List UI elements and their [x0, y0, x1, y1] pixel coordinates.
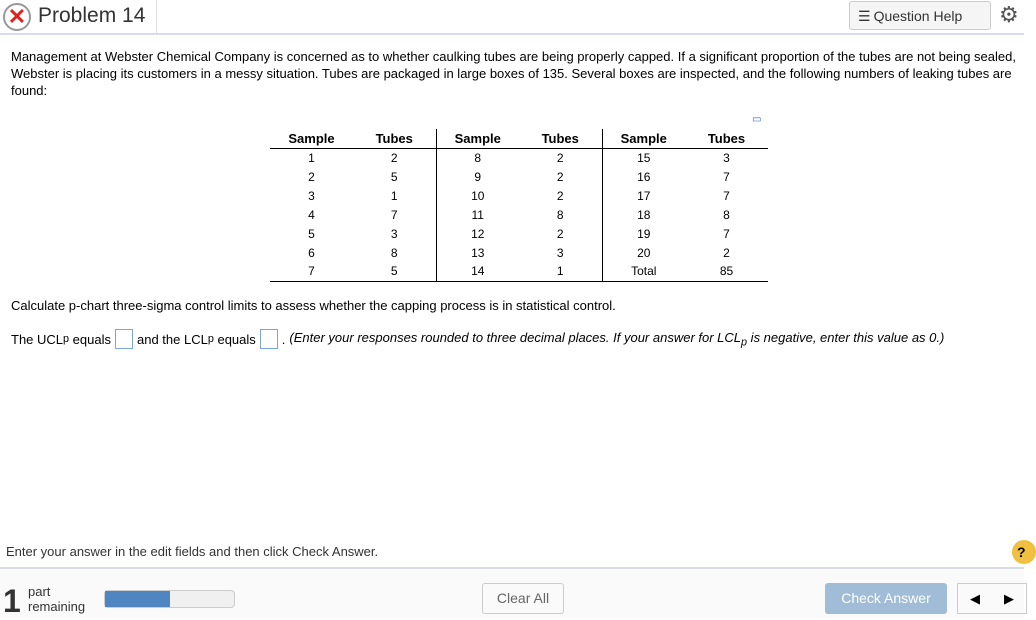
table-cell: 9 — [474, 169, 482, 184]
table-cell: 7 — [723, 226, 730, 241]
check-answer-button[interactable]: Check Answer — [825, 583, 947, 614]
progress-bar — [104, 590, 235, 608]
column-header: Sample — [436, 129, 519, 148]
problem-title: Problem 14 — [38, 4, 146, 27]
subscript: p — [63, 333, 70, 345]
table-cell: 20 — [637, 245, 651, 260]
table-cell: 3 — [308, 188, 315, 203]
table-cell: 8 — [723, 207, 730, 222]
table-cell: 3 — [353, 224, 436, 243]
hint-text: (Enter your responses rounded to three decimal places. If your answer for LCL — [289, 329, 742, 345]
header-bar — [0, 0, 1024, 35]
table-row — [270, 243, 768, 262]
table-cell: 7 — [353, 205, 436, 224]
help-icon[interactable]: ? — [1012, 540, 1036, 564]
table-cell: 8 — [519, 205, 602, 224]
navigation — [957, 583, 1027, 614]
table-cell: 15 — [637, 150, 651, 165]
column-header: Tubes — [519, 129, 602, 148]
data-table — [270, 129, 768, 282]
lcl-label: and the LCL — [136, 331, 208, 347]
table-cell: 7 — [723, 169, 730, 184]
copy-data-icon[interactable]: ▭ — [752, 114, 762, 125]
ucl-input[interactable] — [115, 329, 133, 349]
table-cell: 19 — [637, 226, 651, 241]
table-row — [270, 167, 768, 186]
table-cell: 2 — [519, 224, 602, 243]
remaining-text: remaining — [28, 599, 86, 614]
table-cell: 13 — [471, 245, 485, 260]
equals-text: equals — [213, 331, 256, 347]
subscript: p — [741, 336, 748, 349]
table-cell: 3 — [519, 243, 602, 262]
hint-text: is negative, enter this value as 0.) — [747, 329, 945, 345]
table-cell: 1 — [519, 262, 602, 281]
parts-count: 1 — [3, 583, 21, 619]
table-cell: 6 — [308, 245, 315, 260]
table-row — [270, 262, 768, 281]
table-cell: 5 — [353, 167, 436, 186]
table-cell: 10 — [471, 188, 485, 203]
table-cell: 14 — [436, 262, 519, 281]
table-cell: 12 — [471, 226, 485, 241]
divider — [156, 0, 157, 34]
next-icon[interactable]: ▶ — [1004, 591, 1014, 606]
table-cell: 7 — [723, 188, 730, 203]
table-cell: 1 — [353, 186, 436, 205]
table-cell: 17 — [637, 188, 651, 203]
question-help-button[interactable] — [849, 1, 991, 30]
table-row — [270, 224, 768, 243]
table-cell: 5 — [353, 262, 436, 281]
table-cell: 2 — [519, 167, 602, 186]
column-header: Tubes — [353, 129, 436, 148]
question-help-label: Question Help — [873, 8, 963, 24]
list-icon: ☰ — [858, 8, 871, 24]
incorrect-icon: ✕ — [3, 3, 31, 31]
table-cell: Total — [602, 262, 685, 281]
table-cell: 7 — [270, 262, 353, 281]
instruction-text: Enter your answer in the edit fields and then click Check Answer. — [6, 544, 379, 559]
table-cell: 4 — [308, 207, 315, 222]
period: . — [281, 331, 286, 347]
table-cell: 16 — [637, 169, 651, 184]
table-cell: 2 — [723, 245, 730, 260]
table-cell: 8 — [353, 243, 436, 262]
table-row — [270, 148, 768, 167]
previous-icon[interactable]: ◀ — [970, 591, 980, 606]
ucl-label: The UCL — [11, 331, 64, 347]
table-cell: 5 — [308, 226, 315, 241]
parts-label — [28, 584, 85, 614]
clear-all-button[interactable]: Clear All — [482, 583, 564, 614]
progress-fill — [105, 591, 170, 607]
table-cell: 8 — [474, 150, 482, 165]
column-header: Sample — [270, 129, 353, 148]
table-cell: 85 — [685, 262, 768, 281]
table-cell: 2 — [519, 148, 602, 167]
column-header: Sample — [602, 129, 685, 148]
answer-line — [11, 329, 944, 349]
equals-text: equals — [69, 331, 111, 347]
table-cell: 2 — [353, 148, 436, 167]
table-cell: 18 — [637, 207, 651, 222]
table-cell: 11 — [471, 207, 484, 222]
column-header: Tubes — [685, 129, 768, 148]
table-row — [270, 186, 768, 205]
gear-icon[interactable]: ⚙ — [999, 2, 1019, 27]
table-cell: 2 — [519, 186, 602, 205]
table-cell: 3 — [723, 150, 730, 165]
part-text: part — [28, 584, 51, 599]
question-text: Calculate p-chart three-sigma control limits to assess whether the capping process is in statistical control. — [11, 298, 616, 313]
table-cell: 1 — [308, 150, 315, 165]
lcl-input[interactable] — [260, 329, 278, 349]
subscript: p — [207, 333, 214, 345]
table-cell: 2 — [308, 169, 315, 184]
problem-description: Management at Webster Chemical Company is concerned as to whether caulking tubes are being properly capped. If a significant proportion of the tubes are not being sealed, Webster is placing its customers in a messy situation. Tubes are packaged in large boxes of 135. Several boxes are inspected, and the following numbers of leaking tubes are found: — [11, 49, 1016, 98]
table-row — [270, 205, 768, 224]
